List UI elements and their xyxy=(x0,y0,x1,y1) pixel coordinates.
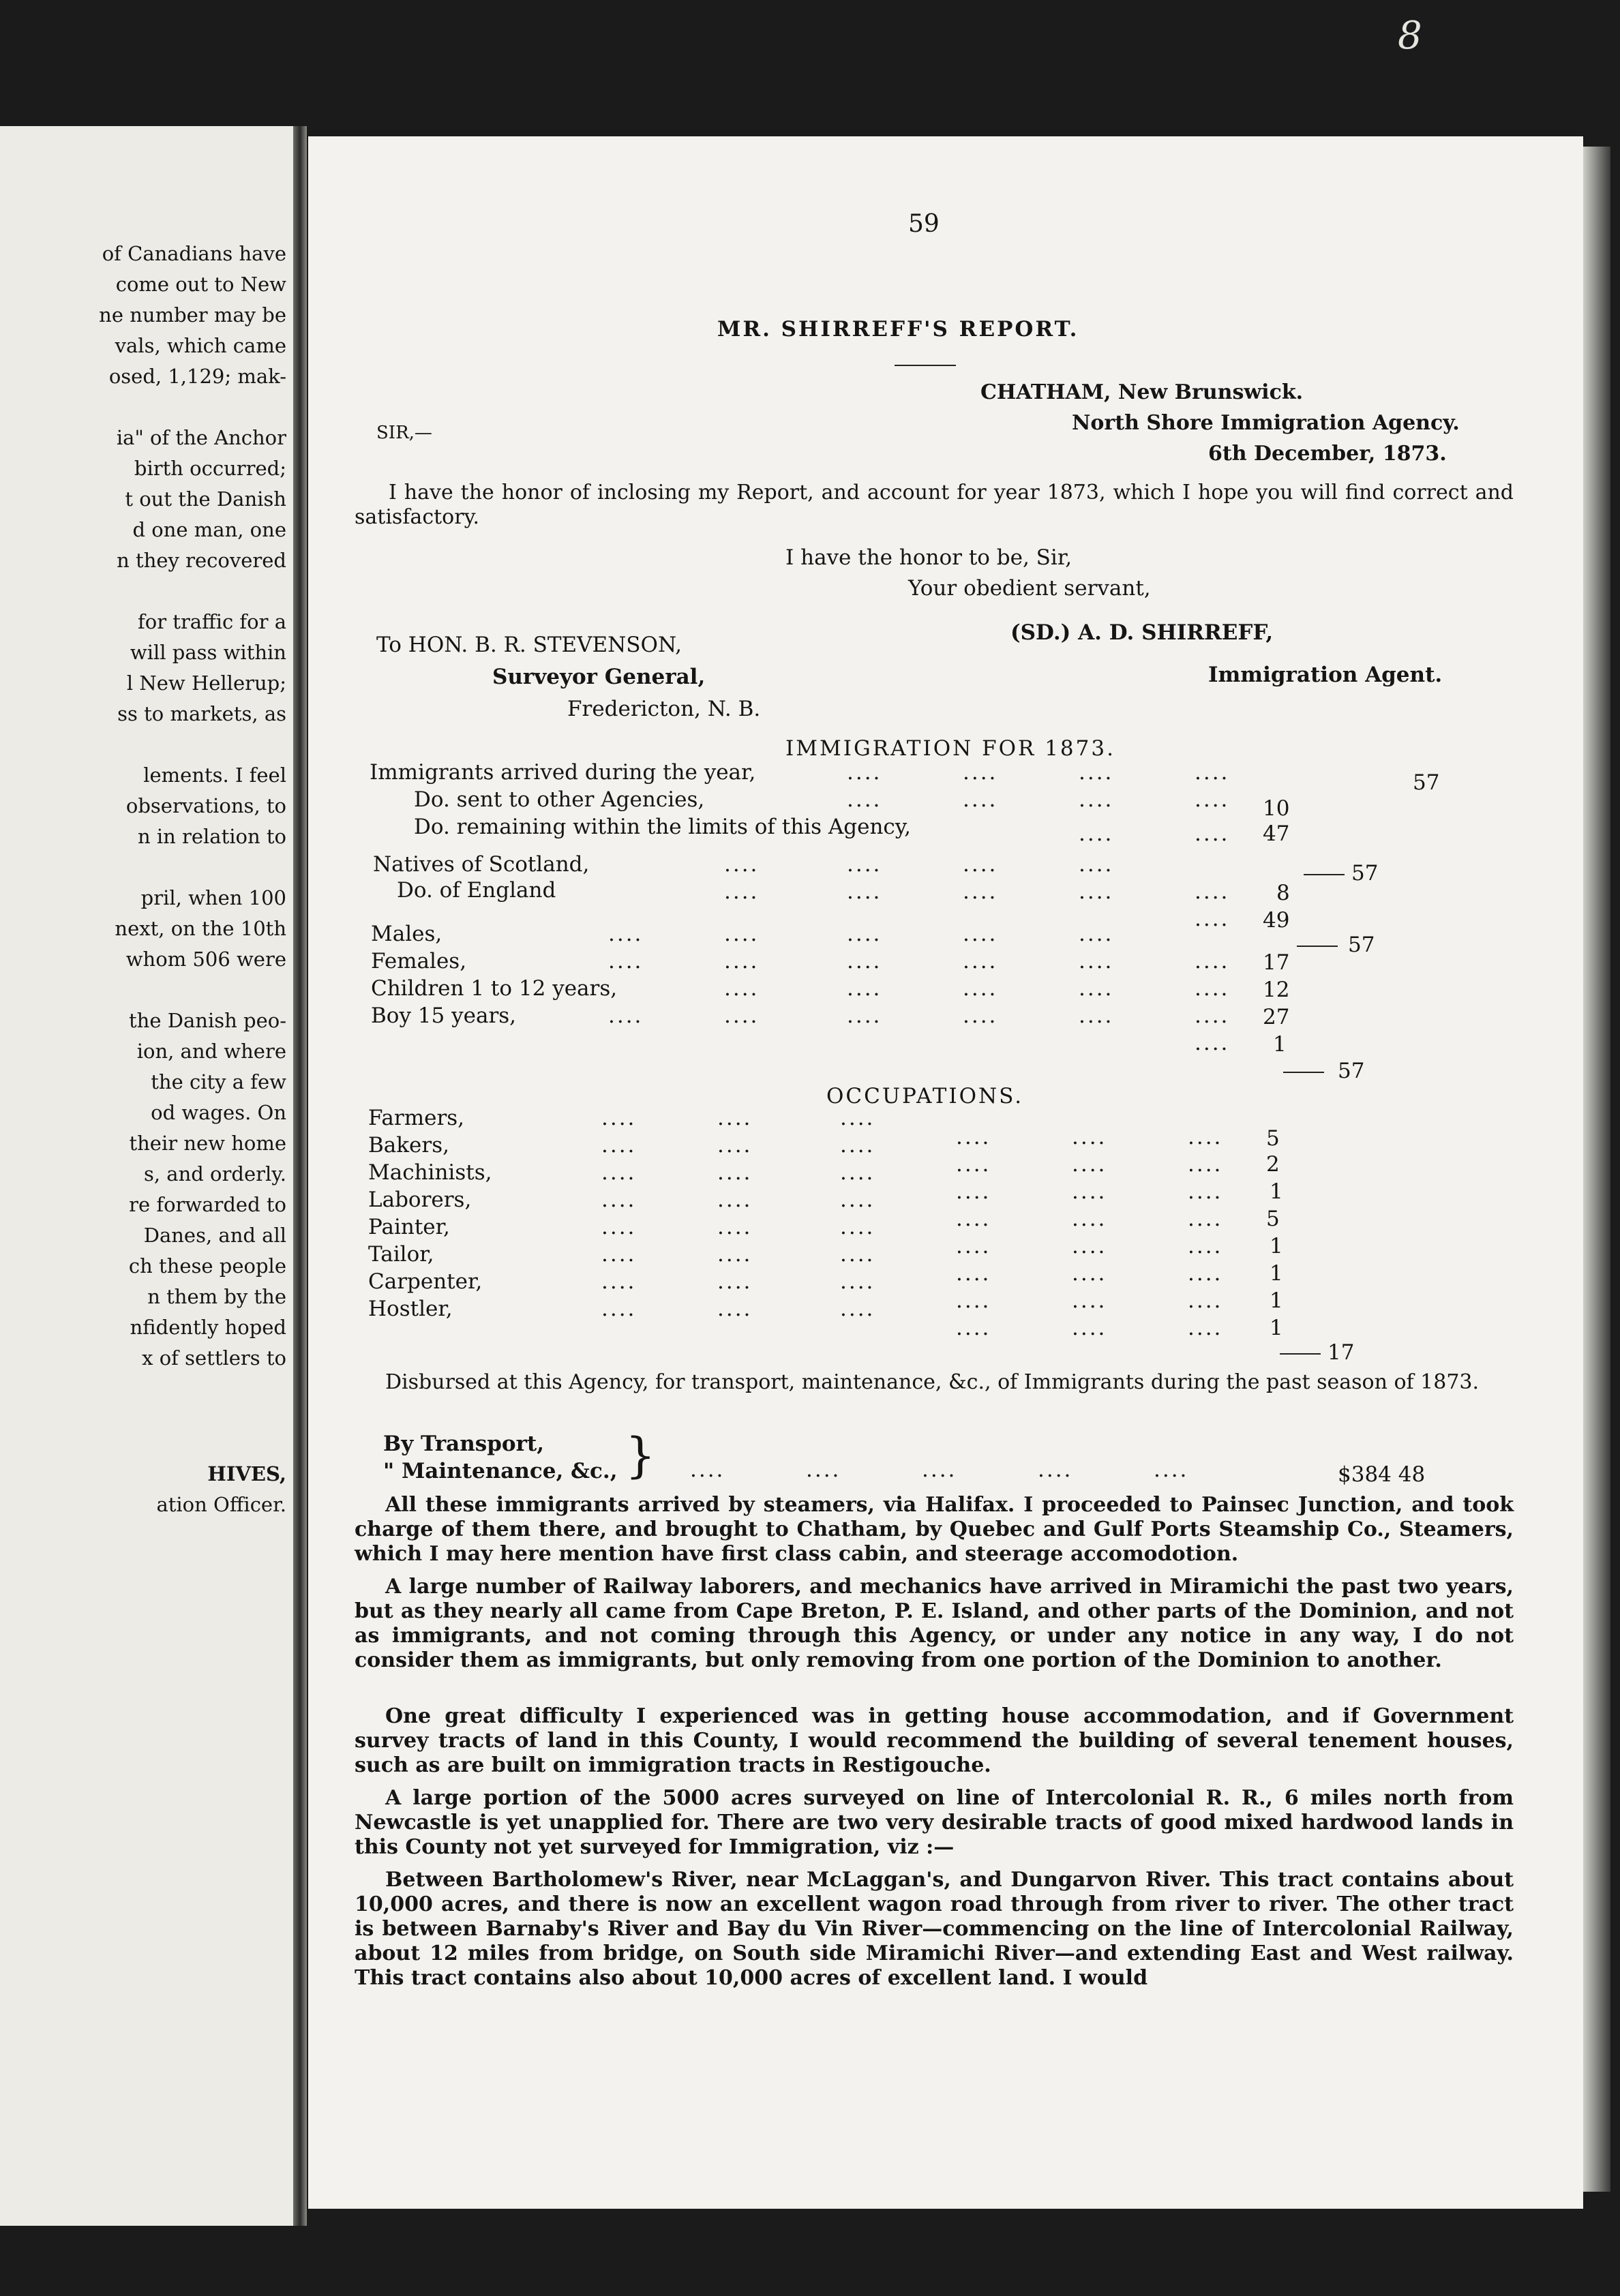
leader-dots: .... xyxy=(724,1003,760,1028)
table-value: 49 xyxy=(1263,908,1290,933)
left-line: ne number may be xyxy=(99,303,286,327)
leader-dots: .... xyxy=(717,1269,753,1294)
table-total: 57 xyxy=(1413,770,1440,795)
table-row-label: Do. of England xyxy=(397,878,556,903)
leader-dots: .... xyxy=(956,1152,991,1177)
leader-dots: .... xyxy=(1079,1003,1114,1028)
leader-dots: .... xyxy=(840,1160,875,1185)
leader-dots: .... xyxy=(1079,879,1114,904)
leader-dots: .... xyxy=(717,1133,753,1158)
leader-dots: .... xyxy=(1195,760,1230,785)
table-value: 1 xyxy=(1270,1261,1283,1286)
table-row-label: Boy 15 years, xyxy=(371,1003,517,1028)
left-line: lements. I feel xyxy=(143,764,286,787)
leader-dots: .... xyxy=(840,1215,875,1239)
leader-dots: .... xyxy=(1079,976,1114,1001)
table-row-label: Painter, xyxy=(368,1215,450,1239)
left-line: birth occurred; xyxy=(134,457,286,480)
table-value: 1 xyxy=(1270,1288,1283,1313)
leader-dots: .... xyxy=(717,1106,753,1130)
table-value: 12 xyxy=(1263,978,1290,1002)
table-row-label: Tailor, xyxy=(368,1242,434,1267)
leader-dots: .... xyxy=(608,922,644,946)
salutation: SIR,— xyxy=(376,423,432,443)
left-line: nfidently hoped xyxy=(130,1316,286,1339)
leader-dots: .... xyxy=(1079,949,1114,973)
signature-role: Immigration Agent. xyxy=(1208,663,1443,687)
leader-dots: .... xyxy=(601,1215,637,1239)
body-paragraph: Between Bartholomew's River, near McLaggan's, and Dungarvon River. This tract contains about 10,000 acres, and there is now an excellent wagon road through from river to river. The other tract is between Barnaby's River and Bay du Vin River—commencing on the line of Intercolonial Railway, about 12 miles from bridge, on South side Miramichi River—and extending East and West railway. This tract contains also about 10,000 acres of excellent land. I would xyxy=(355,1868,1514,1990)
table-row-label: Machinists, xyxy=(368,1160,492,1185)
table-total: 57 xyxy=(1348,933,1375,957)
table-value: 47 xyxy=(1263,821,1290,846)
leader-dots: .... xyxy=(1188,1316,1223,1340)
leader-dots: .... xyxy=(601,1106,637,1130)
left-line: HIVES, xyxy=(207,1462,286,1485)
document-page xyxy=(308,136,1583,2209)
left-line: their new home xyxy=(129,1132,286,1155)
table-value: 8 xyxy=(1276,881,1290,905)
leader-dots: .... xyxy=(1195,821,1230,846)
leader-dots: .... xyxy=(1195,1031,1230,1055)
leader-dots: .... xyxy=(717,1215,753,1239)
leader-dots: .... xyxy=(956,1207,991,1231)
left-line: observations, to xyxy=(125,794,286,817)
table-value: 5 xyxy=(1266,1207,1280,1231)
body-paragraph: All these immigrants arrived by steamers, via Halifax. I proceeded to Painsec Junction, and took charge of them there, and brought to Chatham, by Quebec and Gulf Ports Steamship Co., Steamers, which I may here mention have first class cabin, and steerage accomodotion. xyxy=(355,1493,1514,1566)
table-total: 57 xyxy=(1338,1059,1365,1083)
leader-dots: .... xyxy=(608,949,644,973)
addressee-line: Surveyor General, xyxy=(492,665,706,689)
leader-dots: .... xyxy=(601,1242,637,1267)
leader-dots: .... xyxy=(1072,1125,1107,1149)
left-line: Danes, and all xyxy=(143,1224,286,1247)
leader-dots: .... xyxy=(724,852,760,877)
table-row-label: Males, xyxy=(371,922,442,946)
left-line: x of settlers to xyxy=(142,1346,286,1370)
table-value: 2 xyxy=(1266,1152,1280,1177)
left-line: whom 506 were xyxy=(125,948,286,971)
signature: (SD.) A. D. SHIRREFF, xyxy=(1010,620,1274,645)
leader-dots: .... xyxy=(717,1160,753,1185)
leader-dots: .... xyxy=(1188,1207,1223,1231)
leader-dots: .... xyxy=(847,1003,882,1028)
left-line: ia" of the Anchor xyxy=(116,426,286,449)
maintenance-label: " Maintenance, &c., xyxy=(383,1459,618,1483)
table-value: 17 xyxy=(1263,950,1290,975)
leader-dots: .... xyxy=(840,1242,875,1267)
leader-dots: .... xyxy=(1072,1234,1107,1258)
left-line: ch these people xyxy=(128,1254,286,1278)
table-row-label: Farmers, xyxy=(368,1106,465,1130)
leader-dots: .... xyxy=(601,1297,637,1321)
leader-dots: .... xyxy=(847,976,882,1001)
subtotal-rule xyxy=(1304,874,1345,875)
leader-dots: .... xyxy=(1188,1152,1223,1177)
table-value: 1 xyxy=(1270,1316,1283,1340)
leader-dots: .... xyxy=(717,1297,753,1321)
book-gutter xyxy=(293,126,307,2226)
leader-dots: .... xyxy=(1195,976,1230,1001)
leader-dots: .... xyxy=(847,787,882,812)
left-line: re forwarded to xyxy=(129,1193,286,1216)
left-line: n in relation to xyxy=(137,825,286,848)
left-line: next, on the 10th xyxy=(115,917,286,940)
leader-dots: .... xyxy=(1072,1179,1107,1204)
leader-dots: .... xyxy=(956,1261,991,1286)
leader-dots: .... xyxy=(1079,821,1114,846)
left-line: the city a few xyxy=(151,1070,286,1093)
leader-dots: .... xyxy=(963,852,998,877)
opening-paragraph: I have the honor of inclosing my Report, and account for year 1873, which I hope you will find correct and satisfactory. xyxy=(355,481,1514,529)
table-row-label: Laborers, xyxy=(368,1188,472,1212)
leader-dots: .... xyxy=(840,1297,875,1321)
table-row-label: Children 1 to 12 years, xyxy=(371,976,618,1001)
leader-dots: .... xyxy=(1188,1288,1223,1313)
leader-dots: .... xyxy=(1195,907,1230,931)
leader-dots: .... xyxy=(690,1457,725,1482)
disbursed-amount: $384 48 xyxy=(1338,1462,1426,1487)
subtotal-rule xyxy=(1280,1353,1321,1355)
leader-dots: .... xyxy=(601,1269,637,1294)
subtotal-rule xyxy=(1283,1072,1324,1073)
table-value: 5 xyxy=(1266,1126,1280,1151)
table-value: 27 xyxy=(1263,1005,1290,1029)
table-row-label: Hostler, xyxy=(368,1297,453,1321)
leader-dots: .... xyxy=(847,852,882,877)
leader-dots: .... xyxy=(847,949,882,973)
leader-dots: .... xyxy=(1188,1125,1223,1149)
leader-dots: .... xyxy=(1072,1152,1107,1177)
leader-dots: .... xyxy=(601,1133,637,1158)
body-paragraph: One great difficulty I experienced was in getting house accommodation, and if Government survey tracts of land in this County, I would recommend the building of several tenement houses, such as are built on immigration tracts in Restigouche. xyxy=(355,1704,1514,1777)
left-line: ation Officer. xyxy=(156,1493,286,1516)
left-line: osed, 1,129; mak- xyxy=(108,365,286,388)
leader-dots: .... xyxy=(956,1234,991,1258)
leader-dots: .... xyxy=(601,1188,637,1212)
leader-dots: .... xyxy=(724,922,760,946)
leader-dots: .... xyxy=(601,1160,637,1185)
left-line: ion, and where xyxy=(136,1040,286,1063)
table-row-label: Natives of Scotland, xyxy=(373,852,590,877)
table-row-label: Do. remaining within the limits of this Agency, xyxy=(414,815,912,839)
left-line: for traffic for a xyxy=(138,610,286,633)
leader-dots: .... xyxy=(1072,1316,1107,1340)
table-total: 57 xyxy=(1351,861,1379,886)
table-row-label: Females, xyxy=(371,949,467,973)
leader-dots: .... xyxy=(1195,1003,1230,1028)
brace-glyph: } xyxy=(625,1428,656,1483)
leader-dots: .... xyxy=(1079,852,1114,877)
leader-dots: .... xyxy=(1195,949,1230,973)
leader-dots: .... xyxy=(1079,760,1114,785)
disbursed-paragraph: Disbursed at this Agency, for transport, maintenance, &c., of Immigrants during the past season of 1873. xyxy=(385,1370,1480,1394)
leader-dots: .... xyxy=(1072,1261,1107,1286)
left-line: come out to New xyxy=(115,273,286,296)
left-line: t out the Danish xyxy=(125,487,286,511)
leader-dots: .... xyxy=(1188,1261,1223,1286)
leader-dots: .... xyxy=(1188,1179,1223,1204)
left-line: of Canadians have xyxy=(102,242,286,265)
leader-dots: .... xyxy=(847,760,882,785)
leader-dots: .... xyxy=(963,879,998,904)
table-value: 10 xyxy=(1263,796,1290,821)
dateline-agency: North Shore Immigration Agency. xyxy=(1072,411,1460,435)
table-row-label: Carpenter, xyxy=(368,1269,483,1294)
leader-dots: .... xyxy=(840,1106,875,1130)
leader-dots: .... xyxy=(922,1457,957,1482)
table-value: 1 xyxy=(1273,1032,1287,1057)
closing-line: I have the honor to be, Sir, xyxy=(785,545,1072,570)
table-row-label: Immigrants arrived during the year, xyxy=(370,760,756,785)
title-rule xyxy=(895,365,956,366)
leader-dots: .... xyxy=(1038,1457,1073,1482)
left-line: vals, which came xyxy=(115,334,286,357)
addressee-line: To HON. B. R. STEVENSON, xyxy=(376,633,682,657)
leader-dots: .... xyxy=(956,1179,991,1204)
leader-dots: .... xyxy=(717,1188,753,1212)
leader-dots: .... xyxy=(608,1003,644,1028)
subtotal-rule xyxy=(1297,946,1338,947)
leader-dots: .... xyxy=(963,1003,998,1028)
leader-dots: .... xyxy=(1195,787,1230,812)
left-line: d one man, one xyxy=(132,518,286,541)
addressee-line: Fredericton, N. B. xyxy=(567,697,761,721)
left-line: ss to markets, as xyxy=(117,702,286,725)
table-row-label: Bakers, xyxy=(368,1133,449,1158)
left-line: pril, when 100 xyxy=(140,886,286,909)
leader-dots: .... xyxy=(956,1316,991,1340)
left-line: s, and orderly. xyxy=(143,1162,286,1185)
leader-dots: .... xyxy=(963,760,998,785)
left-line: od wages. On xyxy=(151,1101,286,1124)
leader-dots: .... xyxy=(1072,1207,1107,1231)
page-title: MR. SHIRREFF'S REPORT. xyxy=(717,317,1079,342)
page-edge-shadow xyxy=(1583,147,1610,2192)
dateline-place: CHATHAM, New Brunswick. xyxy=(980,380,1304,404)
leader-dots: .... xyxy=(840,1188,875,1212)
leader-dots: .... xyxy=(963,949,998,973)
left-line: will pass within xyxy=(130,641,286,664)
leader-dots: .... xyxy=(1154,1457,1189,1482)
left-line: l New Hellerup; xyxy=(126,671,286,695)
corner-mark: 8 xyxy=(1398,14,1422,58)
table-total: 17 xyxy=(1328,1340,1355,1365)
table-value: 1 xyxy=(1270,1234,1283,1258)
leader-dots: .... xyxy=(847,879,882,904)
table-value: 1 xyxy=(1270,1179,1283,1204)
body-paragraph: A large portion of the 5000 acres surveyed on line of Intercolonial R. R., 6 miles north from Newcastle is yet unapplied for. There are two very desirable tracts of good mixed hardwood lands in this County not yet surveyed for Immigration, viz :— xyxy=(355,1786,1514,1859)
table-row-label: Do. sent to other Agencies, xyxy=(414,787,705,812)
leader-dots: .... xyxy=(956,1125,991,1149)
transport-label: By Transport, xyxy=(383,1432,545,1456)
leader-dots: .... xyxy=(1079,787,1114,812)
dateline-date: 6th December, 1873. xyxy=(1208,442,1447,466)
body-paragraph: A large number of Railway laborers, and mechanics have arrived in Miramichi the past two years, but as they nearly all came from Cape Breton, P. E. Island, and other parts of the Dominion, and not as immigrants, and not coming through this Agency, or under any notice in any way, I do not consider them as immigrants, but only removing from one portion of the Dominion to another. xyxy=(355,1575,1514,1672)
leader-dots: .... xyxy=(840,1133,875,1158)
closing-line: Your obedient servant, xyxy=(908,576,1151,601)
leader-dots: .... xyxy=(963,976,998,1001)
left-line: the Danish peo- xyxy=(129,1009,286,1032)
immigration-heading: IMMIGRATION FOR 1873. xyxy=(785,736,1115,761)
page-number: 59 xyxy=(908,210,940,238)
leader-dots: .... xyxy=(1079,922,1114,946)
occupations-heading: OCCUPATIONS. xyxy=(826,1084,1024,1108)
leader-dots: .... xyxy=(1195,879,1230,904)
leader-dots: .... xyxy=(1188,1234,1223,1258)
left-line: n them by the xyxy=(147,1285,286,1308)
leader-dots: .... xyxy=(717,1242,753,1267)
leader-dots: .... xyxy=(847,922,882,946)
leader-dots: .... xyxy=(956,1288,991,1313)
leader-dots: .... xyxy=(1072,1288,1107,1313)
leader-dots: .... xyxy=(724,879,760,904)
leader-dots: .... xyxy=(806,1457,841,1482)
left-page-fragment xyxy=(0,126,293,2226)
left-line: n they recovered xyxy=(117,549,286,572)
leader-dots: .... xyxy=(963,787,998,812)
leader-dots: .... xyxy=(724,976,760,1001)
leader-dots: .... xyxy=(840,1269,875,1294)
leader-dots: .... xyxy=(963,922,998,946)
leader-dots: .... xyxy=(724,949,760,973)
